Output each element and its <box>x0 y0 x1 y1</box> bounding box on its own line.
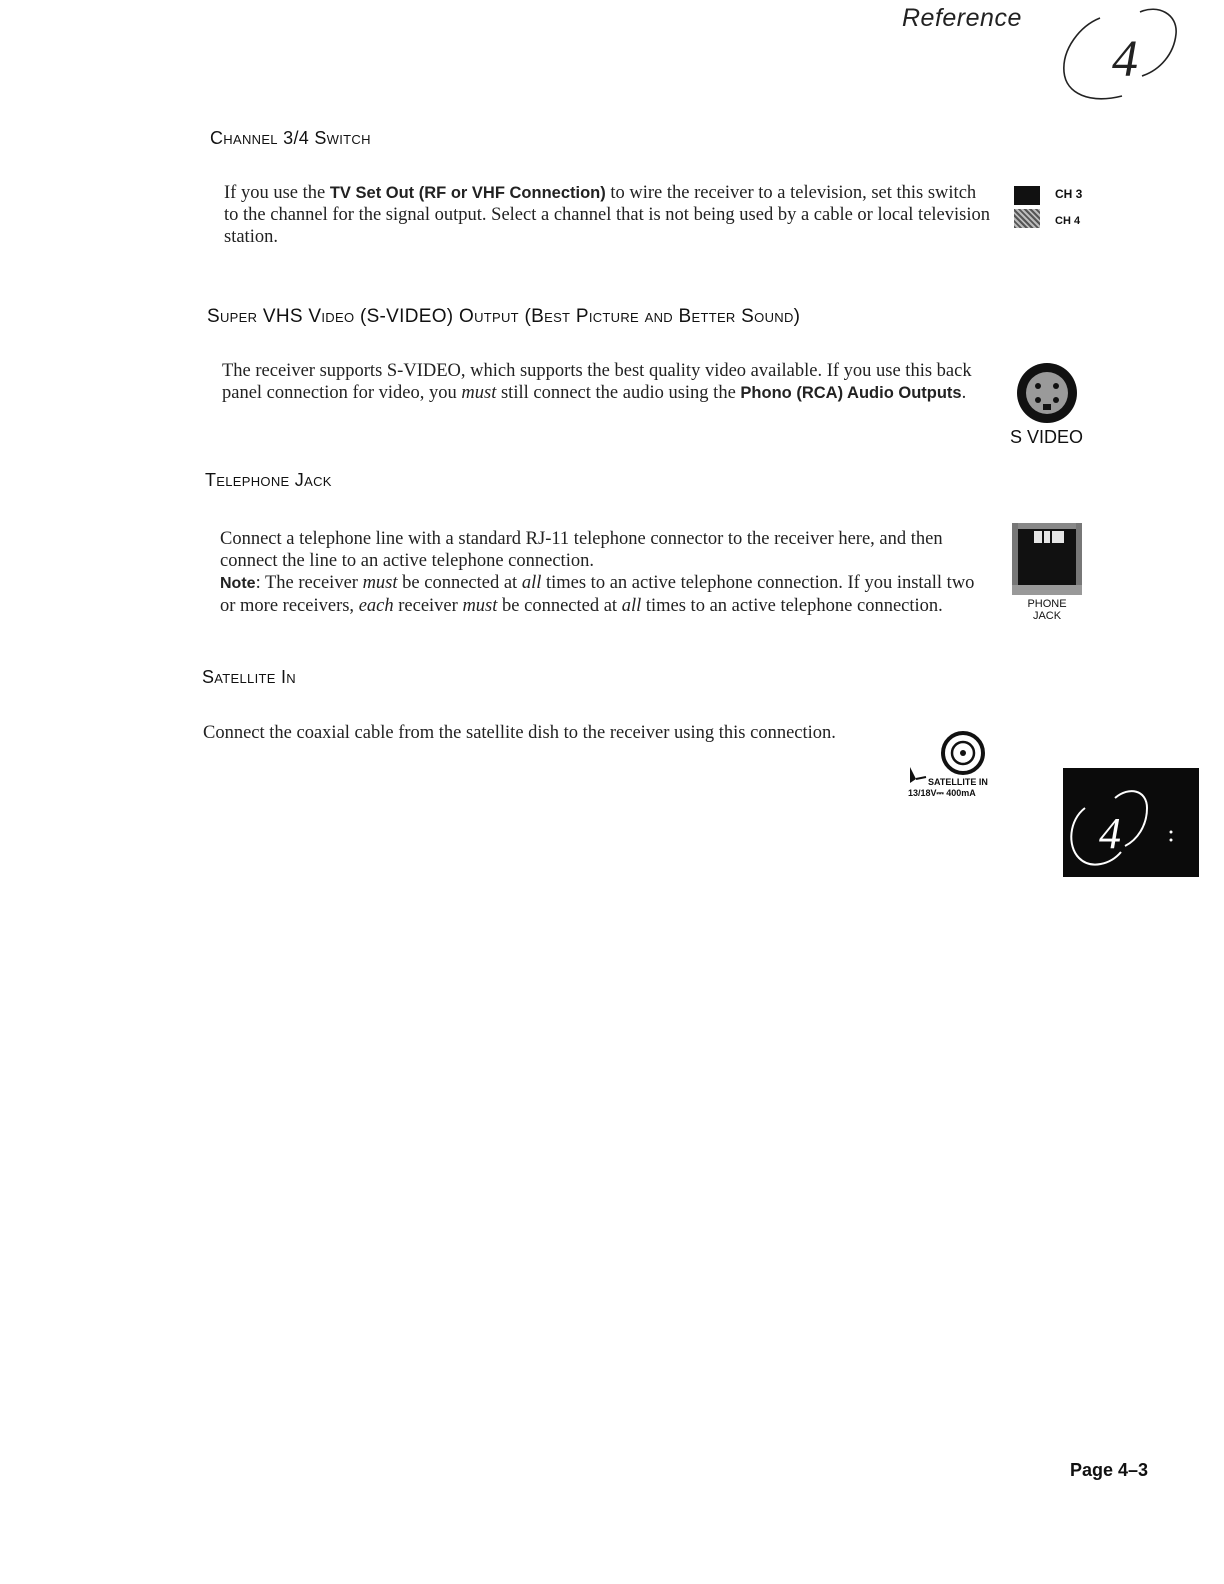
text-run: Connect a telephone line with a standard RJ-11 telephone connector to the receiver here, and then connect the line to an active telephone connection. <box>220 529 943 571</box>
svideo-connector-icon <box>1014 360 1080 426</box>
page-header-title: Reference <box>902 4 1022 32</box>
text-run: If you use the <box>224 183 330 203</box>
channel-switch-icon <box>1014 186 1040 228</box>
section-heading-telephone-jack: Telephone Jack <box>205 470 332 490</box>
channel-switch-paragraph <box>224 182 994 248</box>
tv-set-out-term: TV Set Out (RF or VHF Connection) <box>329 184 606 202</box>
svideo-icon-label: S VIDEO <box>1010 427 1084 447</box>
emphasis: each <box>358 596 394 616</box>
phone-jack-icon <box>1012 523 1082 595</box>
satellite-in-connector-icon <box>938 731 988 775</box>
text-run: times to an active telephone connection. <box>641 596 943 616</box>
text-run: The receiver supports S-VIDEO, which supports the best quality video available. If you use this back panel connection for video, you <box>222 361 972 403</box>
text-run: . <box>961 383 967 403</box>
text-run: still connect the audio using the <box>496 383 741 403</box>
section-heading-channel-switch: Channel 3/4 Switch <box>210 128 371 148</box>
text-run: receiver <box>393 596 463 616</box>
satellite-paragraph: Connect the coaxial cable from the satellite dish to the receiver using this connection. <box>203 723 836 743</box>
section-heading-satellite-in: Satellite In <box>202 667 296 687</box>
jack-label-line: JACK <box>1032 610 1062 622</box>
text-run: be connected at <box>497 596 622 616</box>
chapter-tab-emblem <box>1063 768 1199 877</box>
switch-label-ch3: CH 3 <box>1055 187 1083 201</box>
emphasis: must <box>462 596 498 616</box>
emphasis: must <box>461 383 497 403</box>
satellite-label-line: SATELLITE IN <box>928 777 988 787</box>
note-label: Note <box>220 575 256 592</box>
switch-ch4-block <box>1014 209 1040 228</box>
chapter-emblem <box>1060 4 1182 104</box>
phone-jack-icon-label <box>1014 598 1080 622</box>
emphasis: all <box>521 573 542 593</box>
phone-label-line: PHONE <box>1027 598 1067 610</box>
satellite-icon-label <box>908 777 988 799</box>
text-run: times to an active telephone connection. If you install two or more receivers, <box>220 573 975 616</box>
chapter-number: 4 <box>1112 31 1138 88</box>
voltage-label-line: 13/18V⎓ 400mA <box>908 788 976 798</box>
text-run: to wire the receiver to a television, set this switch to the channel for the signal output. Select a channel that is not being used by a cable or local television station. <box>224 183 990 247</box>
emphasis: must <box>362 573 398 593</box>
chapter-tab-number: 4 <box>1099 809 1121 858</box>
phono-outputs-term: Phono (RCA) Audio Outputs <box>740 384 962 402</box>
svideo-paragraph <box>222 360 982 404</box>
text-run: be connected at <box>397 573 522 593</box>
text-run: : The receiver <box>255 573 363 593</box>
switch-label-ch4: CH 4 <box>1055 215 1081 227</box>
telephone-paragraph <box>220 528 980 617</box>
emphasis: all <box>621 596 642 616</box>
section-heading-svideo: Super VHS Video (S-VIDEO) Output (Best Picture and Better Sound) <box>207 306 801 327</box>
switch-ch3-block <box>1014 186 1040 205</box>
page-number: Page 4–3 <box>1070 1460 1149 1480</box>
chapter-tab-box <box>1063 768 1199 877</box>
